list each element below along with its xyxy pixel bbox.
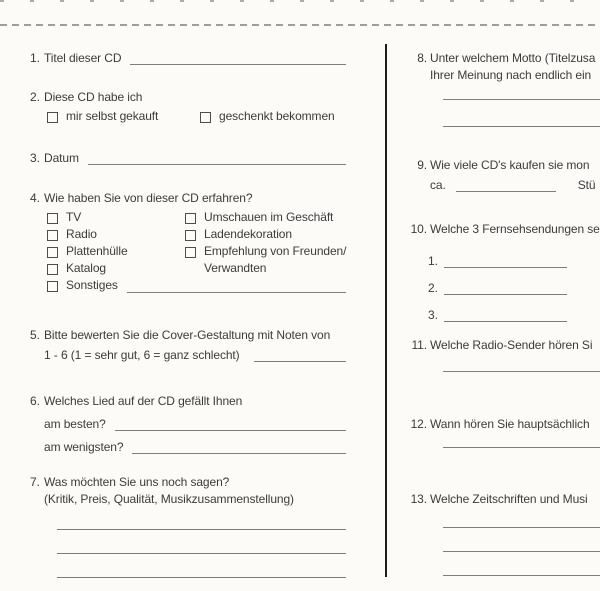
answer-line-least-song[interactable]	[132, 442, 346, 454]
option-label: Katalog	[66, 261, 106, 275]
item-number: 2.	[428, 281, 438, 295]
question-12	[403, 416, 600, 466]
option-other[interactable]	[47, 277, 118, 294]
answer-line-comments-3[interactable]	[57, 554, 346, 578]
answer-line-magazines-1[interactable]	[443, 527, 600, 528]
option-label: Empfehlung von Freunden/	[204, 244, 347, 258]
scan-edge-marks	[0, 0, 600, 2]
question-2	[30, 89, 346, 125]
question-label-line2: 1 - 6 (1 = sehr gut, 6 = ganz schlecht)	[44, 348, 240, 362]
option-label: Ladendekoration	[204, 227, 292, 241]
sub-label-best: am besten?	[44, 417, 106, 431]
checkbox-radio[interactable]	[47, 230, 58, 241]
answer-line-magazines-3[interactable]	[443, 575, 600, 576]
answer-line-rating[interactable]	[254, 350, 346, 362]
answer-line-motto-1[interactable]	[443, 99, 600, 100]
option-radio[interactable]	[47, 226, 185, 243]
answer-line-cd-title[interactable]	[130, 53, 346, 65]
answer-line-date[interactable]	[88, 153, 346, 165]
question-7	[30, 474, 346, 584]
option-label-relatives: Verwandten	[204, 261, 267, 275]
answer-line-motto-2[interactable]	[443, 126, 600, 127]
option-recommendation[interactable]	[185, 243, 346, 260]
question-number: 6.	[30, 394, 40, 408]
question-9	[403, 157, 600, 194]
question-number: 7.	[30, 475, 40, 489]
question-label: Welche 3 Fernsehsendungen se	[430, 222, 600, 236]
checkbox-store-browsing[interactable]	[185, 213, 196, 224]
sub-label-least: am wenigsten?	[44, 440, 124, 454]
question-label-line2: Ihrer Meinung nach endlich ein	[430, 68, 592, 82]
answer-line-other[interactable]	[127, 282, 346, 293]
answer-line-best-song[interactable]	[115, 419, 346, 431]
question-10	[403, 221, 600, 331]
unit-label: Stü	[577, 178, 596, 192]
checkbox-received-gift[interactable]	[200, 112, 211, 123]
item-number: 1.	[428, 254, 438, 268]
option-label: mir selbst gekauft	[66, 109, 159, 123]
answer-line-tv-show-1[interactable]	[444, 256, 567, 268]
checkbox-other[interactable]	[47, 281, 58, 292]
question-5	[30, 327, 346, 364]
question-label-line1: Bitte bewerten Sie die Cover-Gestaltung mit Noten von	[44, 328, 331, 342]
option-record-sleeve[interactable]	[47, 243, 185, 260]
question-label: Welche Radio-Sender hören Si	[430, 338, 593, 352]
answer-line-cd-count[interactable]	[456, 180, 556, 192]
question-1	[30, 50, 346, 67]
question-4	[30, 190, 346, 294]
option-label: TV	[66, 210, 82, 224]
approx-label: ca.	[430, 178, 446, 192]
option-self-bought[interactable]	[47, 108, 200, 125]
question-label: Welche Zeitschriften und Musi	[430, 492, 588, 506]
question-number: 10.	[410, 222, 427, 236]
answer-line-comments-1[interactable]	[57, 518, 346, 530]
question-label: Welches Lied auf der CD gefällt Ihnen	[44, 394, 243, 408]
option-store-browsing[interactable]	[185, 209, 346, 226]
option-tv[interactable]	[47, 209, 185, 226]
question-label: Datum	[44, 151, 79, 165]
question-number: 3.	[30, 151, 40, 165]
checkbox-catalog[interactable]	[47, 264, 58, 275]
question-3	[30, 150, 346, 167]
option-label: Radio	[66, 227, 97, 241]
checkbox-record-sleeve[interactable]	[47, 247, 58, 258]
checkbox-store-decoration[interactable]	[185, 230, 196, 241]
answer-line-tv-show-2[interactable]	[444, 283, 567, 295]
question-label: Diese CD habe ich	[44, 90, 143, 104]
checkbox-recommendation[interactable]	[185, 247, 196, 258]
question-number: 13.	[410, 492, 427, 506]
question-6	[30, 393, 346, 456]
checkbox-tv[interactable]	[47, 213, 58, 224]
question-13	[403, 491, 600, 591]
question-label: Was möchten Sie uns noch sagen?	[44, 475, 230, 489]
question-number: 1.	[30, 51, 40, 65]
question-label-line1: Unter welchem Motto (Titelzusa	[430, 51, 596, 65]
column-divider-line	[385, 44, 387, 577]
question-11	[403, 337, 600, 387]
option-label: Sonstiges	[66, 278, 118, 292]
option-received-gift[interactable]	[200, 108, 335, 125]
answer-line-tv-show-3[interactable]	[444, 310, 567, 322]
answer-line-radio-stations[interactable]	[443, 371, 600, 372]
question-label: Titel dieser CD	[44, 51, 122, 65]
question-number: 4.	[30, 191, 40, 205]
question-number: 9.	[417, 158, 427, 172]
question-number: 2.	[30, 90, 40, 104]
option-catalog[interactable]	[47, 260, 185, 277]
answer-line-comments-2[interactable]	[57, 530, 346, 554]
option-label: Umschauen im Geschäft	[204, 210, 334, 224]
question-label: Wie viele CD's kaufen sie mon	[430, 158, 590, 172]
checkbox-self-bought[interactable]	[47, 112, 58, 123]
question-number: 5.	[30, 328, 40, 342]
question-number: 8.	[417, 51, 427, 65]
question-number: 12.	[410, 417, 427, 431]
question-label: Wie haben Sie von dieser CD erfahren?	[44, 191, 253, 205]
question-8	[403, 50, 600, 140]
option-label: Plattenhülle	[66, 244, 128, 258]
question-label: Wann hören Sie hauptsächlich	[430, 417, 590, 431]
option-store-decoration[interactable]	[185, 226, 346, 243]
answer-line-listening-time[interactable]	[443, 447, 600, 448]
answer-line-magazines-2[interactable]	[443, 551, 600, 552]
option-label: geschenkt bekommen	[219, 109, 335, 123]
perforation-dashed-line	[0, 24, 600, 26]
question-number: 11.	[411, 338, 427, 352]
question-sub-label: (Kritik, Preis, Qualität, Musikzusammenstellung)	[44, 492, 294, 506]
item-number: 3.	[428, 308, 438, 322]
